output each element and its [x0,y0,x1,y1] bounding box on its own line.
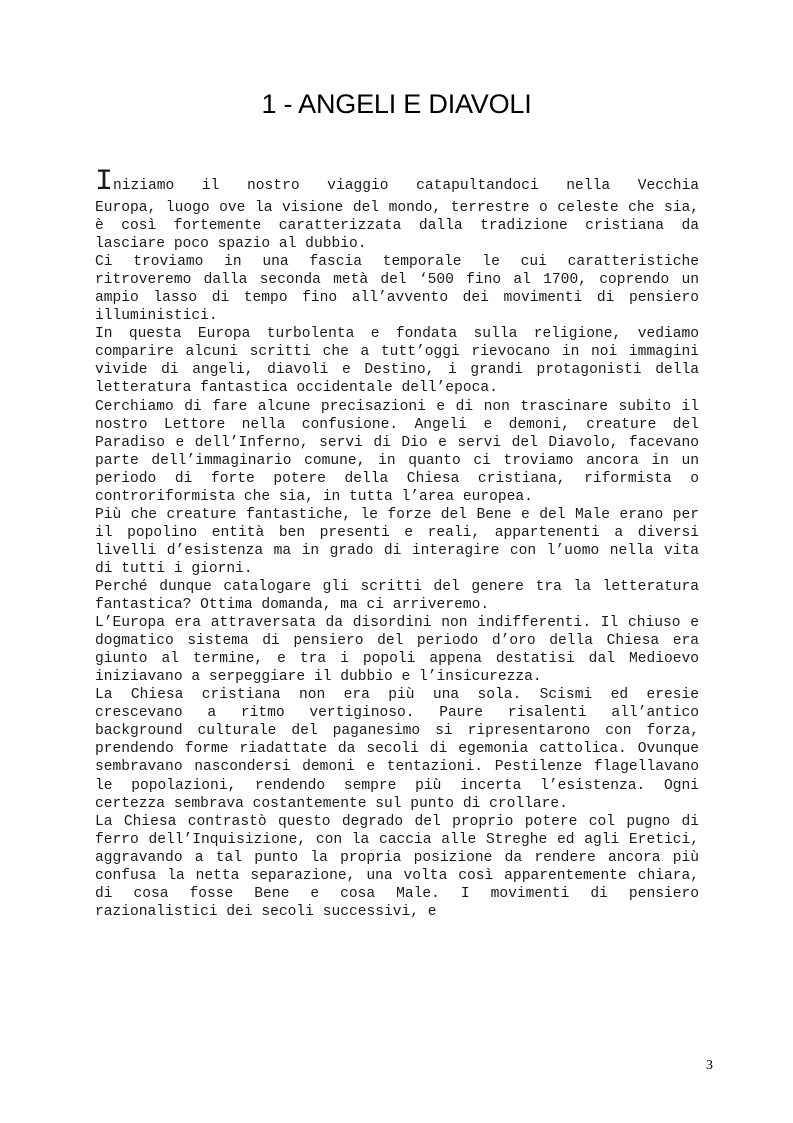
page-title: 1 - ANGELI E DIAVOLI [261,89,532,119]
drop-cap: I [95,165,114,199]
paragraph-2: Ci troviamo in una fascia temporale le cui caratteristiche ritroveremo dalla seconda metà del ‘500 fino al 1700, coprendo un ampio lasso di tempo fino all’avvento dei movimenti di pensiero illuministici. [95,254,699,325]
paragraph-7: L’Europa era attraversata da disordini non indifferenti. Il chiuso e dogmatico sistema di pensiero del periodo d’oro della Chiesa era giunto al termine, e tra i popoli appena destatisi dal Medioevo iniziavano a serpeggiare il dubbio e l’insicurezza. [95,615,699,686]
body-text [95,167,699,921]
paragraph-1: Europa, luogo ove la visione del mondo, terrestre o celeste che sia, è così fortemente caratterizzata dalla tradizione cristiana da lasciare poco spazio al dubbio. [95,200,699,253]
paragraph-6: Perché dunque catalogare gli scritti del genere tra la letteratura fantastica? Ottima domanda, ma ci arriveremo. [95,578,699,614]
opening-line [95,167,699,197]
paragraph-3: In questa Europa turbolenta e fondata sulla religione, vediamo comparire alcuni scritti che a tutt’oggi rievocano in noi immagini vivide di angeli, diavoli e Destino, i grandi protagonisti della letteratura fantastica occidentale dell’epoca. [95,326,699,397]
paragraph-9: La Chiesa contrastò questo degrado del proprio potere col pugno di ferro dell’Inquisizione, con la caccia alle Streghe ed agli Eretici, aggravando a tal punto la propria posizione da rendere ancora più confusa la netta separazione, una volta così apparentemente chiara, di cosa fosse Bene e cosa Male. I movimenti di pensiero razionalistici dei secoli successivi, e [95,813,699,920]
paragraph-4: Cerchiamo di fare alcune precisazioni e di non trascinare subito il nostro Lettore nella confusione. Angeli e demoni, creature del Paradiso e dell’Inferno, servi di Dio e servi del Diavolo, facevano parte dell’immaginario comune, in quanto ci troviamo ancora in un periodo di forte potere della Chiesa cristiana, riformista o controriformista che sia, in tutta l’area europea. [95,398,699,505]
paragraph-5: Più che creature fantastiche, le forze del Bene e del Male erano per il popolino entità ben presenti e reali, appartenenti a diversi livelli d’esistenza ma in grado di interagire con l’uomo nella vita di tutti i giorni. [95,506,699,577]
opening-line-text: niziamo il nostro viaggio catapultandoci nella Vecchia [113,178,699,194]
page-number: 3 [706,1058,713,1073]
paragraph-8: La Chiesa cristiana non era più una sola. Scismi ed eresie crescevano a ritmo vertiginoso. Paure risalenti all’antico background culturale del paganesimo si ripresentarono con forza, prendendo forme riadattate da secoli di egemonia cattolica. Ovunque sembravano nascondersi demoni e tentazioni. Pestilenze flagellavano le popolazioni, rendendo sempre più incerta l’esistenza. Ogni certezza sembrava costantemente sul punto di crollare. [95,687,699,812]
